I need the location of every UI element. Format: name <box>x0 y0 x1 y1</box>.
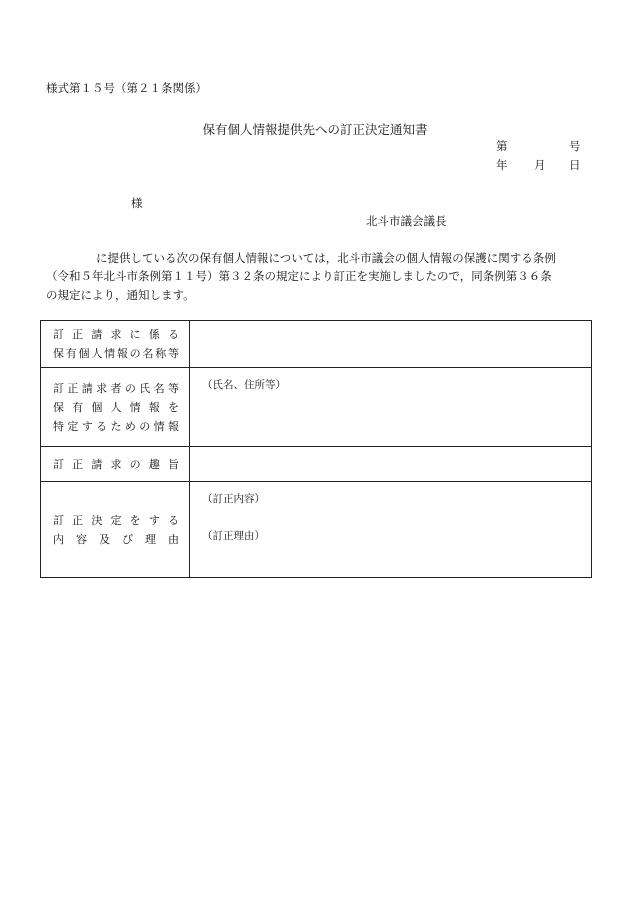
body-line-3: の規定により，通知します。 <box>46 288 195 302</box>
value-cell[interactable] <box>190 482 592 578</box>
correction-form-table <box>40 320 592 578</box>
document-title: 保有個人情報提供先への訂正決定通知書 <box>202 122 428 137</box>
row-label: 保有個人情報の名称等 <box>53 347 179 360</box>
row-label: 訂正請求者の氏名等 <box>53 381 179 395</box>
table-row <box>41 368 592 447</box>
row-label: 訂正請求に係る <box>53 328 179 341</box>
date-month: 月 <box>534 158 546 172</box>
form-number: 様式第１５号（第２１条関係） <box>46 81 207 95</box>
table-row <box>41 482 592 578</box>
date-year: 年 <box>496 158 508 172</box>
value-cell[interactable] <box>190 447 592 482</box>
row-label: 訂正決定をする <box>53 513 179 527</box>
row-label-cell <box>41 321 190 368</box>
row-label: 内容及び理由 <box>53 532 179 546</box>
row-label: 保有個人情報を <box>53 400 179 414</box>
body-line-2: （令和５年北斗市条例第１１号）第３２条の規定により訂正を実施しましたので，同条例第３６条 <box>46 269 552 283</box>
number-go: 号 <box>569 139 581 153</box>
recipient-honorific: 様 <box>131 196 143 210</box>
cell-note: （訂正理由） <box>202 530 265 542</box>
cell-note: （訂正内容） <box>202 493 265 505</box>
cell-note: （氏名、住所等） <box>202 379 286 391</box>
date-day: 日 <box>569 158 581 172</box>
row-label-cell <box>41 447 190 482</box>
issuer-name: 北斗市議会議長 <box>366 214 447 228</box>
table-row <box>41 321 592 368</box>
row-label: 特定するための情報 <box>53 419 179 433</box>
row-label-cell <box>41 368 190 447</box>
row-label: 訂正請求の趣旨 <box>53 457 179 471</box>
table-row <box>41 447 592 482</box>
value-cell[interactable] <box>190 321 592 368</box>
value-cell[interactable] <box>190 368 592 447</box>
body-line-1: に提供している次の保有個人情報については，北斗市議会の個人情報の保護に関する条例 <box>96 251 556 265</box>
row-label-cell <box>41 482 190 578</box>
number-dai: 第 <box>496 139 508 153</box>
